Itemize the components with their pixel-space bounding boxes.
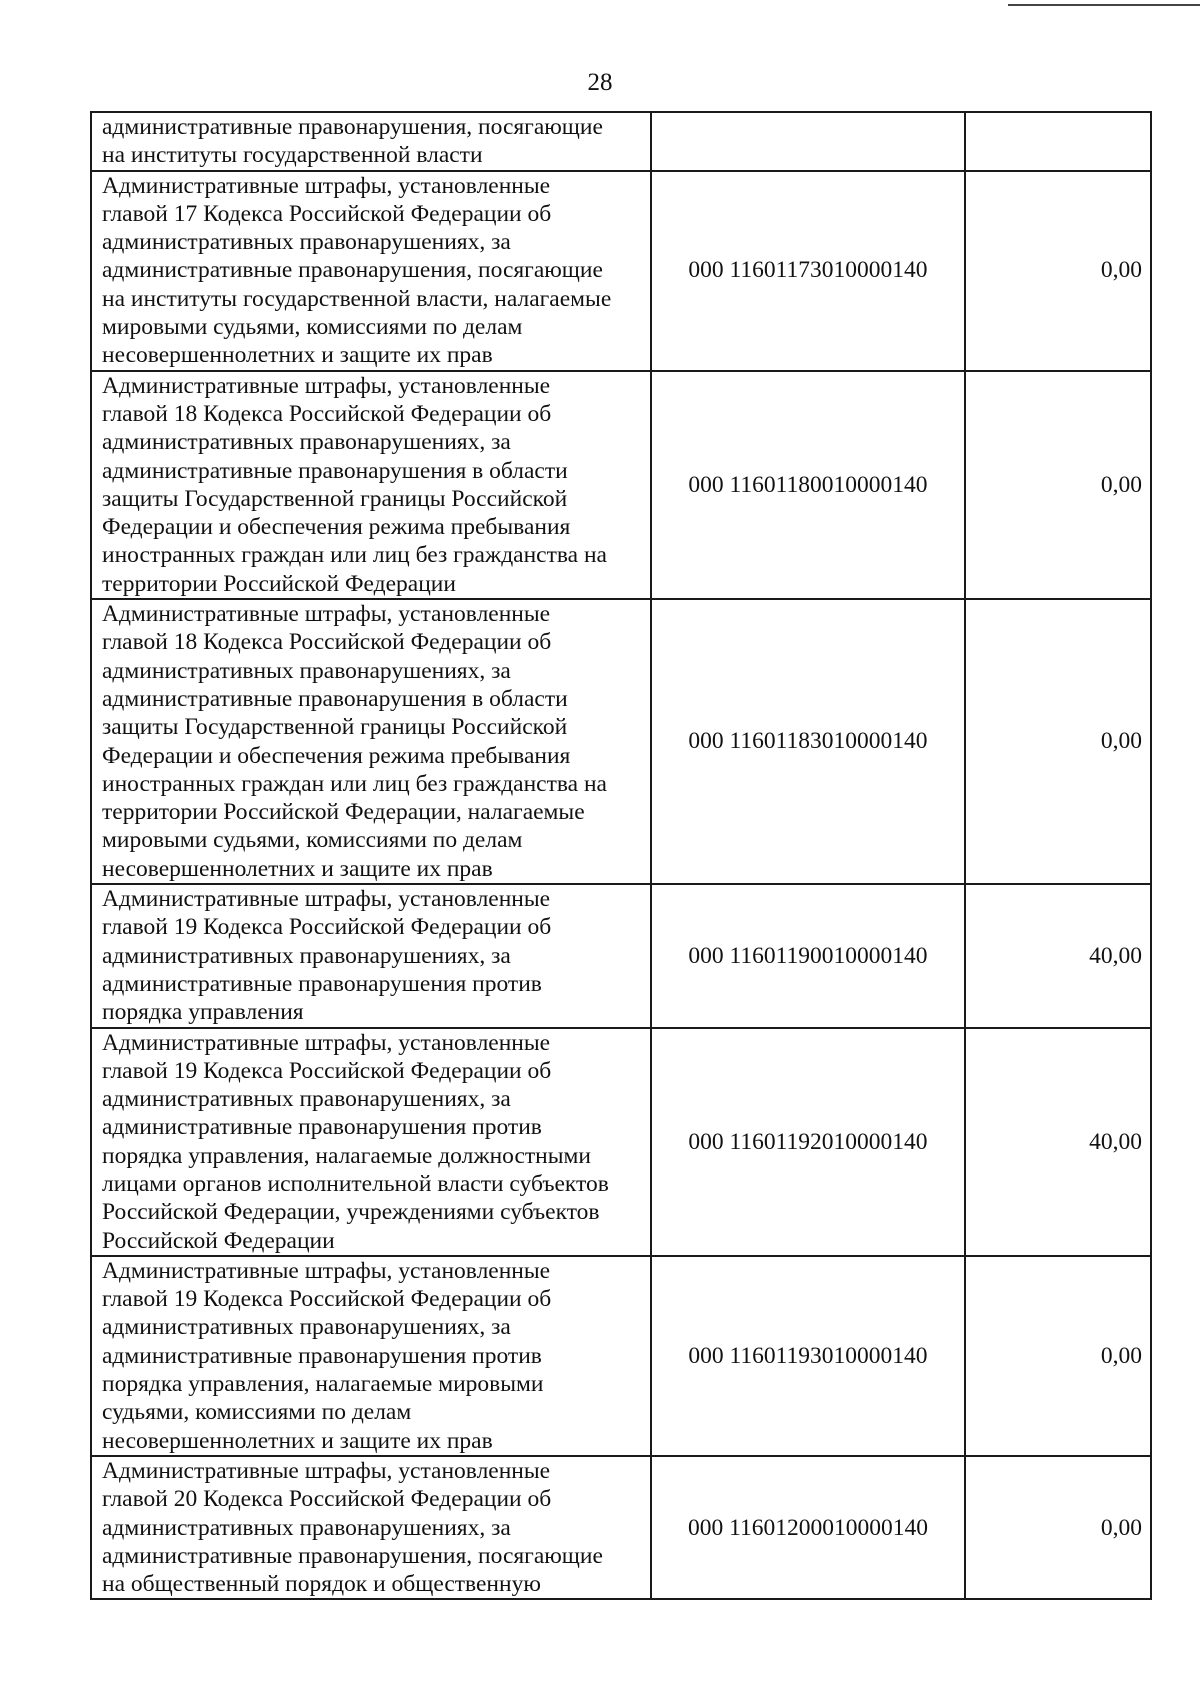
description-line: административных правонарушениях, за [102,1514,511,1541]
description-line: лицами органов исполнительной власти субъектов [102,1170,609,1197]
description-cell [91,112,651,171]
amount-cell: 0,00 [965,371,1151,599]
description-line: иностранных граждан или лиц без гражданства на [102,542,607,569]
classification-code-cell: 000 11601192010000140 [651,1028,965,1256]
description-line: защиты Государственной границы Российской [102,485,568,512]
description-line: мировыми судьями, комиссиями по делам [102,314,523,341]
description-line: на институты государственной власти [102,142,483,169]
description-line: на институты государственной власти, налагаемые [102,285,612,312]
description-line: административные правонарушения, посягающие [102,1542,603,1569]
classification-code-cell [651,112,965,171]
description-line: административных правонарушениях, за [102,229,511,256]
description-line: главой 19 Кодекса Российской Федерации об [102,1057,552,1084]
description-line: главой 20 Кодекса Российской Федерации об [102,1486,552,1513]
amount-cell: 0,00 [965,171,1151,371]
description-line: порядка управления, налагаемые мировыми [102,1371,544,1398]
description-line: Административные штрафы, установленные [102,372,551,399]
table-row [91,599,1151,884]
classification-code-cell: 000 11601200010000140 [651,1456,965,1599]
classification-code-cell: 000 11601180010000140 [651,371,965,599]
amount-cell: 0,00 [965,1456,1151,1599]
table-body [91,112,1151,1599]
description-line: Российской Федерации [102,1227,335,1254]
description-line: несовершеннолетних и защите их прав [102,855,493,882]
description-cell [91,371,651,599]
description-line: административных правонарушениях, за [102,429,511,456]
description-line: главой 18 Кодекса Российской Федерации об [102,400,552,427]
description-line: на общественный порядок и общественную [102,1571,541,1598]
amount-cell [965,112,1151,171]
description-cell [91,1456,651,1599]
description-line: Административные штрафы, установленные [102,1257,551,1284]
description-line: административных правонарушениях, за [102,942,511,969]
page-number: 28 [587,69,613,96]
description-line: территории Российской Федерации, налагаемые [102,799,585,826]
description-line: Административные штрафы, установленные [102,1029,551,1056]
description-line: судьями, комиссиями по делам [102,1399,412,1426]
scan-edge-line [1008,4,1200,6]
description-line: административных правонарушениях, за [102,1086,511,1113]
table-row [91,171,1151,371]
description-line: административные правонарушения против [102,1114,542,1141]
classification-code-cell: 000 11601183010000140 [651,599,965,884]
description-line: мировыми судьями, комиссиями по делам [102,827,523,854]
description-line: защиты Государственной границы Российской [102,714,568,741]
description-line: административные правонарушения в области [102,457,568,484]
table-row [91,112,1151,171]
description-line: несовершеннолетних и защите их прав [102,342,493,369]
description-line: главой 19 Кодекса Российской Федерации об [102,1286,552,1313]
table-row [91,1256,1151,1456]
description-line: Административные штрафы, установленные [102,1457,551,1484]
description-line: административных правонарушениях, за [102,1314,511,1341]
description-cell [91,599,651,884]
description-cell [91,884,651,1027]
description-line: главой 19 Кодекса Российской Федерации об [102,914,552,941]
amount-cell: 40,00 [965,884,1151,1027]
amount-cell: 0,00 [965,599,1151,884]
description-line: территории Российской Федерации [102,570,456,597]
description-line: главой 17 Кодекса Российской Федерации об [102,200,552,227]
description-cell [91,171,651,371]
table-row [91,884,1151,1027]
amount-cell: 0,00 [965,1256,1151,1456]
description-line: несовершеннолетних и защите их прав [102,1427,493,1454]
classification-code-cell: 000 11601190010000140 [651,884,965,1027]
description-line: административные правонарушения, посягающие [102,257,603,284]
classification-code-cell: 000 11601193010000140 [651,1256,965,1456]
description-line: порядка управления, налагаемые должностными [102,1142,591,1169]
description-line: Федерации и обеспечения режима пребывания [102,742,571,769]
description-line: Федерации и обеспечения режима пребывания [102,514,571,541]
revenue-table [90,111,1152,1600]
description-line: иностранных граждан или лиц без гражданства на [102,770,607,797]
description-line: порядка управления [102,999,304,1026]
description-line: административные правонарушения против [102,1342,542,1369]
classification-code-cell: 000 11601173010000140 [651,171,965,371]
description-line: главой 18 Кодекса Российской Федерации об [102,629,552,656]
description-cell [91,1028,651,1256]
description-cell [91,1256,651,1456]
table-row [91,371,1151,599]
amount-cell: 40,00 [965,1028,1151,1256]
table-row [91,1028,1151,1256]
table-row [91,1456,1151,1599]
description-line: административные правонарушения против [102,970,542,997]
description-line: Административные штрафы, установленные [102,886,551,913]
description-line: Административные штрафы, установленные [102,172,551,199]
description-line: Российской Федерации, учреждениями субъектов [102,1199,600,1226]
description-line: административные правонарушения, посягающие [102,114,603,140]
description-line: административные правонарушения в области [102,685,568,712]
description-line: административных правонарушениях, за [102,657,511,684]
description-line: Административные штрафы, установленные [102,601,551,628]
